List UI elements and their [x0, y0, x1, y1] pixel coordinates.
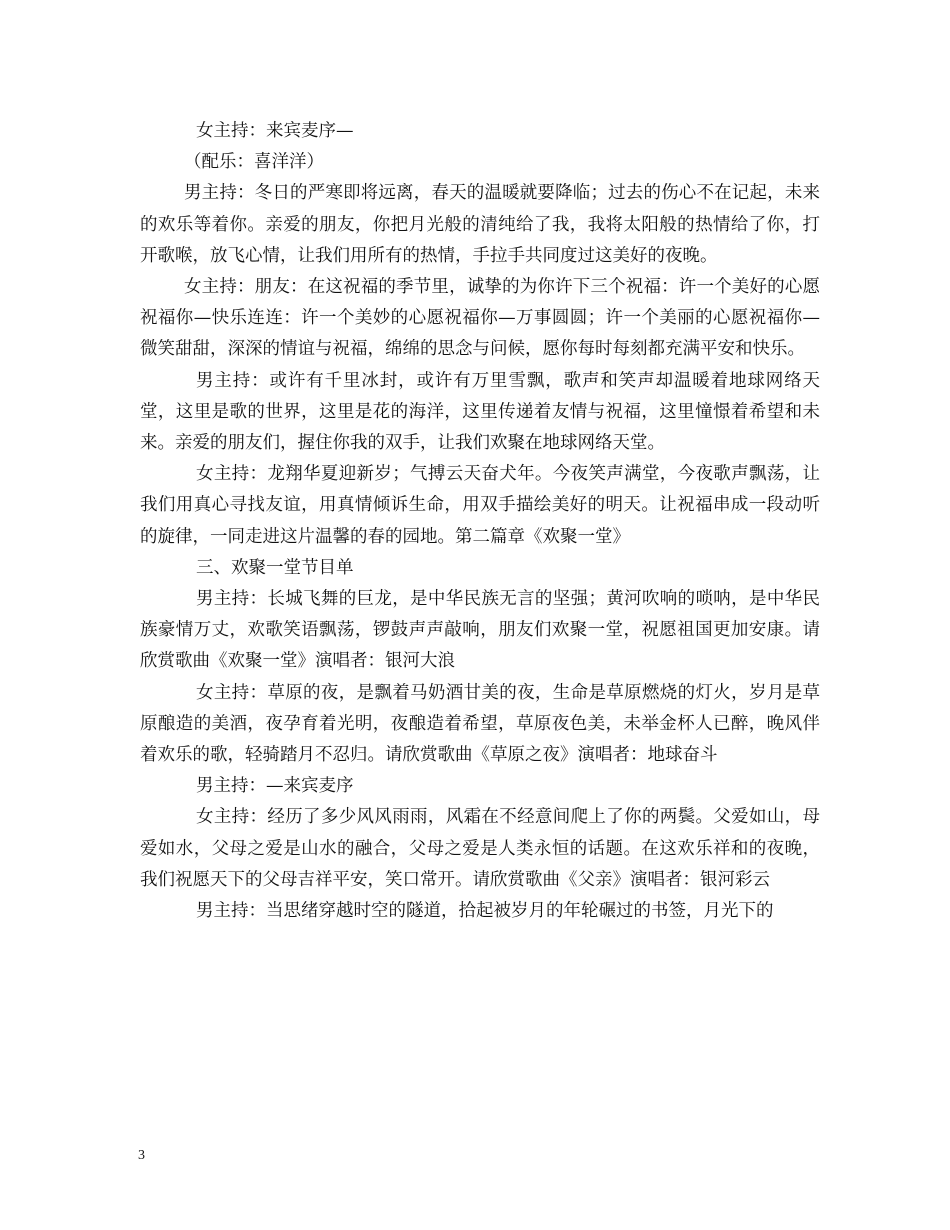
paragraph-female-host-guest-order: 女主持：来宾麦序— — [196, 121, 354, 141]
section-heading-program-list: 三、欢聚一堂节目单 — [196, 557, 354, 578]
page-number: 3 — [138, 1148, 145, 1163]
paragraph-female-host-blessings: 女主持：朋友：在这祝福的季节里，诚挚的为你许下三个祝福：许一个美好的心愿祝福你—快乐连连：许一个美妙的心愿祝福你—万事圆圆；许一个美丽的心愿祝福你—微笑甜甜，深深的情谊与祝福，绵绵的思念与问候，愿你每时每刻都充满平安和快乐。 — [140, 277, 820, 360]
paragraph-music-note: （配乐：喜洋洋） — [184, 152, 324, 173]
paragraph-female-host-new-year: 女主持：龙翔华夏迎新岁；气搏云天奋犬年。今夜笑声满堂，今夜歌声飘荡，让我们用真心寻找友谊，用真情倾诉生命，用双手描绘美好的明天。让祝福串成一段动听的旋律，一同走进这片温馨的春的园地。第二篇章《欢聚一堂》 — [140, 464, 820, 547]
paragraph-male-host-great-wall: 男主持：长城飞舞的巨龙，是中华民族无言的坚强；黄河吹响的唢呐，是中华民族豪情万丈，欢歌笑语飘荡，锣鼓声声敲响，朋友们欢聚一堂，祝愿祖国更加安康。请欣赏歌曲《欢聚一堂》演唱者：银河大浪 — [140, 589, 820, 672]
paragraph-male-host-guest-order: 男主持：—来宾麦序 — [196, 776, 354, 797]
paragraph-male-host-network-heaven: 男主持：或许有千里冰封，或许有万里雪飘，歌声和笑声却温暖着地球网络天堂，这里是歌的世界，这里是花的海洋，这里传递着友情与祝福，这里憧憬着希望和未来。亲爱的朋友们，握住你我的双手，让我们欢聚在地球网络天堂。 — [140, 370, 820, 454]
paragraph-male-host-time-tunnel: 男主持：当思绪穿越时空的隧道，拾起被岁月的年轮碾过的书签，月光下的 — [196, 901, 774, 922]
paragraph-female-host-parents: 女主持：经历了多少风风雨雨，风霜在不经意间爬上了你的两鬓。父爱如山，母爱如水，父母之爱是山水的融合，父母之爱是人类永恒的话题。在这欢乐祥和的夜晚，我们祝愿天下的父母吉祥平安，笑口常开。请欣赏歌曲《父亲》演唱者：银河彩云 — [140, 807, 820, 890]
paragraph-male-host-winter: 男主持：冬日的严寒即将远离，春天的温暖就要降临；过去的伤心不在记起，未来的欢乐等着你。亲爱的朋友，你把月光般的清纯给了我，我将太阳般的热情给了你，打开歌喉，放飞心情，让我们用所有的热情，手拉手共同度过这美好的夜晚。 — [140, 183, 820, 266]
document-body — [140, 116, 820, 927]
paragraph-female-host-grassland: 女主持：草原的夜，是飘着马奶酒甘美的夜，生命是草原燃烧的灯火，岁月是草原酿造的美酒，夜孕育着光明，夜酿造着希望，草原夜色美，未举金杯人已醉，晚风伴着欢乐的歌，轻骑踏月不忍归。请欣赏歌曲《草原之夜》演唱者：地球奋斗 — [140, 682, 820, 766]
